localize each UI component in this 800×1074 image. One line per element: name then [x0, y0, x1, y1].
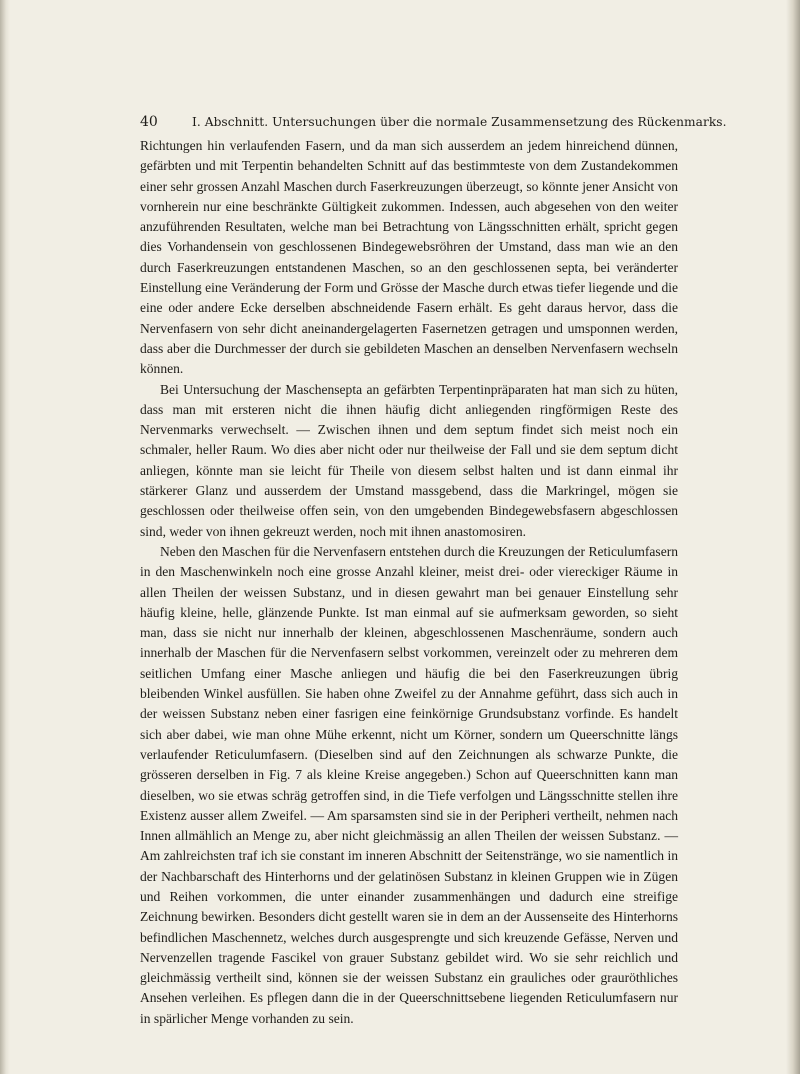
running-title: I. Abschnitt. Untersuchungen über die normale Zusammensetzung des Rückenmarks.	[192, 115, 727, 129]
page-edge-right	[786, 0, 800, 1074]
paragraph-1: Richtungen hin verlaufenden Fasern, und da man sich ausserdem an jedem hinreichend dünnen, gefärbten und mit Terpentin behandelten Schnitt auf das bestimmteste von dem Zustandekommen einer sehr grossen Anzahl Maschen durch Faserkreuzungen überzeugt, so könnte jener Ansicht von vornherein nur eine beschränkte Gültigkeit zukommen. Indessen, auch abgesehen von den weiter anzuführenden Resultaten, welche man bei Betrachtung von Längsschnitten erhält, spricht gegen dies Vorhandensein von geschlossenen Bindegewebsröhren der Umstand, dass man wie an den durch Faserkreuzungen entstandenen Maschen, so an den geschlossenen septa, bei veränderter Einstellung eine Veränderung der Form und Grösse der Masche durch etwas tiefer liegende und die eine oder andere Ecke derselben abschneidende Fasern erhält. Es geht daraus hervor, dass die Nervenfasern von sehr dicht aneinandergelagerten Fasernetzen getragen und umsponnen werden, dass aber die Durchmesser der durch sie gebildeten Maschen an denselben Nervenfasern wechseln können.	[140, 138, 678, 377]
paragraph-2: Bei Untersuchung der Maschensepta an gefärbten Terpentinpräparaten hat man sich zu hüten, dass man mit ersteren nicht die ihnen häufig dicht anliegenden ringförmigen Reste des Nervenmarks verwechselt. — Zwischen ihnen und dem septum findet sich meist noch ein schmaler, heller Raum. Wo dies aber nicht oder nur theilweise der Fall und sie dem septum dicht anliegen, könnte man sie leicht für Theile von diesem selbst halten und ist dann einmal ihr stärkerer Glanz und ausserdem der Umstand massgebend, dass die Markringel, mögen sie geschlossen oder theilweise offen sein, von den umgebenden Bindegewebsfasern abgeschlossen sind, weder von ihnen gekreuzt werden, noch mit ihnen anastomosiren.	[140, 381, 678, 539]
page-edge-left	[0, 0, 10, 1074]
paragraph-3: Neben den Maschen für die Nervenfasern entstehen durch die Kreuzungen der Reticulumfasern in den Maschenwinkeln noch eine grosse Anzahl kleiner, meist drei- oder viereckiger Räume in allen Theilen der weissen Substanz, und in diesen gewahrt man bei genauer Einstellung sehr häufig kleine, helle, glänzende Punkte. Ist man einmal auf sie aufmerksam geworden, so sieht man, dass sie nicht nur innerhalb der kleinen, abgeschlossenen Maschenräume, sondern auch innerhalb der Maschen für die Nervenfasern selbst vorkommen, vereinzelt oder zu mehreren dem seitlichen Umfang einer Masche anliegen und häufig die bei den Faserkreuzungen übrig bleibenden Winkel ausfüllen. Sie haben ohne Zweifel zu der Annahme geführt, dass sich auch in der weissen Substanz neben einer fasrigen eine feinkörnige Grundsubstanz vorfinde. Es handelt sich aber dabei, wie man ohne Mühe erkennt, nicht um Körner, sondern um Queerschnitte längs verlaufender Reticulumfasern. (Dieselben sind auf den Zeichnungen als schwarze Punkte, die grösseren derselben in Fig. 7 als kleine Kreise angegeben.) Schon auf Queerschnitten kann man dieselben, wo sie etwas schräg getroffen sind, in die Tiefe verfolgen und Längsschnitte stellen ihre Existenz ausser allem Zweifel. — Am sparsamsten sind sie in der Peripheri vertheilt, nehmen nach Innen allmählich an Menge zu, aber nicht gleichmässig an allen Theilen der weissen Substanz. — Am zahlreichsten traf ich sie constant im inneren Abschnitt der Seitenstränge, wo sie namentlich in der Nachbarschaft des Hinterhorns und der gelatinösen Substanz in kleinen Gruppen wie in Zügen und Reihen vorkommen, die unter einander zusammenhängen und dadurch eine streifige Zeichnung bewirken. Besonders dicht gestellt waren sie in dem an der Aussenseite des Hinterhorns befindlichen Maschennetz, welches durch ausgesprengte und sich kreuzende Gefässe, Nerven und Nervenzellen tragende Fascikel von grauer Substanz gebildet wird. Wo sie sehr reichlich und gleichmässig vertheilt sind, können sie der weissen Substanz ein grauliches oder grauröthliches Ansehen verleihen. Es pflegen dann die in der Queerschnittsebene liegenden Reticulumfasern nur in spärlicher Menge vorhanden zu sein.	[140, 543, 678, 1026]
running-head	[140, 112, 727, 132]
book-page	[140, 112, 727, 1029]
page-number: 40	[140, 114, 158, 130]
body-text	[140, 136, 678, 1029]
